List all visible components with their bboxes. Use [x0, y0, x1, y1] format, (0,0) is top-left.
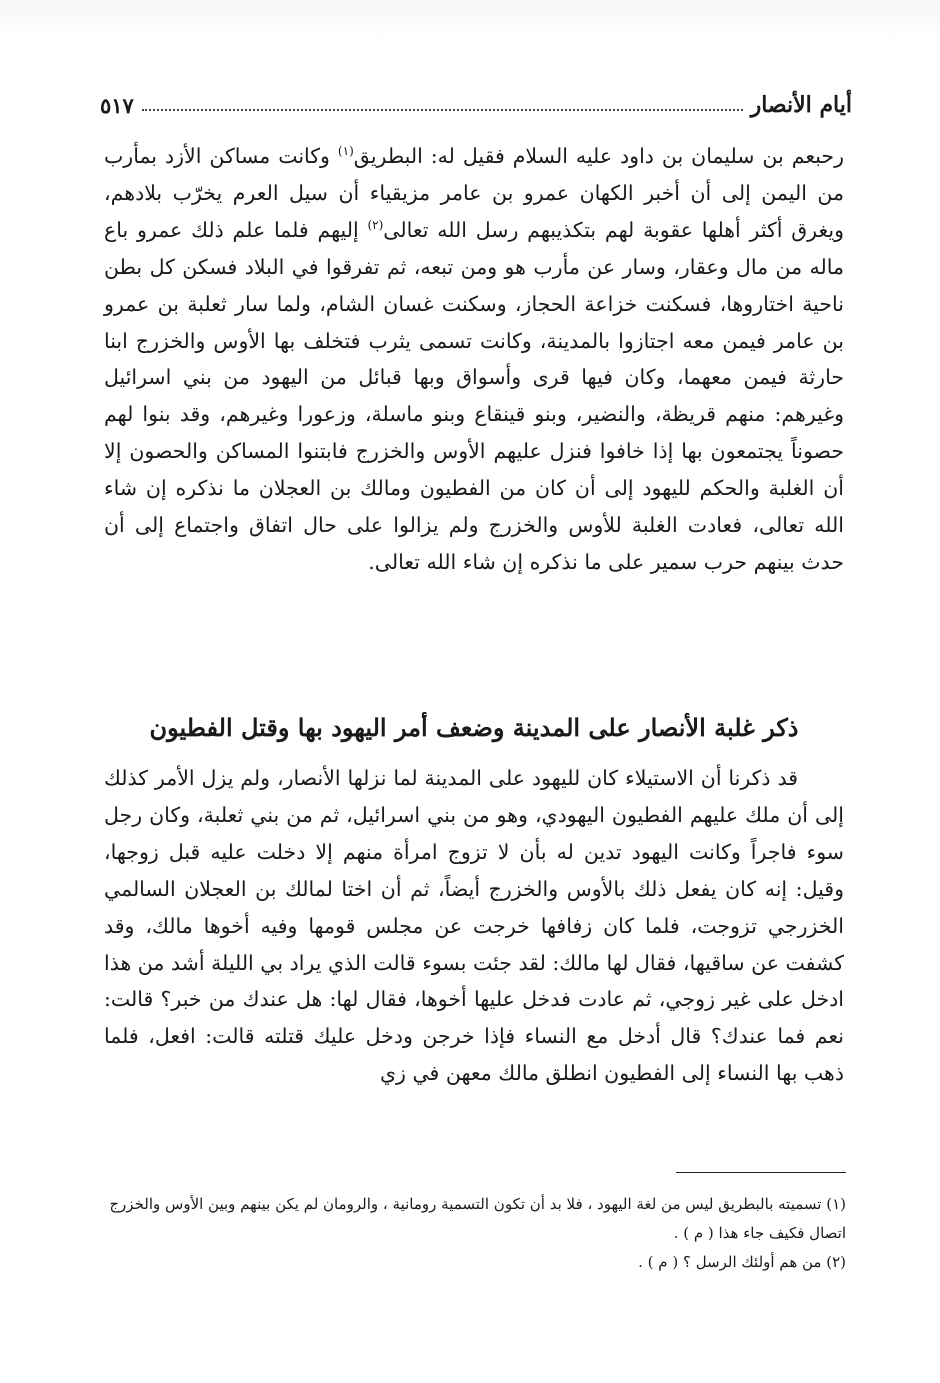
- paragraph-2: قد ذكرنا أن الاستيلاء كان لليهود على المدينة لما نزلها الأنصار، ولم يزل الأمر كذلك إلى أن ملك عليهم الفطيون اليهودي، وهو من بني اسرائيل، ثم من بني ثعلبة، وكان رجل سوء فاجراً وكانت اليهود تدين له بأن لا تزوج امرأة منهم إلا دخلت عليه قبل زوجها، وقيل: إنه كان يفعل ذلك بالأوس والخزرج أيضاً، ثم أن اختا لمالك بن العجلان السالمي الخزرجي تزوجت، فلما كان زفافها خرجت عن مجلس قومها وفيه أخوها مالك، وقد كشفت عن ساقيها، فقال لها مالك: لقد جئت بسوء قالت الذي يراد بي الليلة أشد من هذا ادخل على غير زوجي، ثم عادت فدخل عليها أخوها، فقال لها: هل عندك من خبر؟ قالت: نعم فما عندك؟ قال أدخل مع النساء فإذا خرجن ودخل عليك قتلته قالت: افعل، فلما ذهب بها النساء إلى الفطيون انطلق مالك معهن في زي: [104, 766, 844, 1086]
- section-heading: ذكر غلبة الأنصار على المدينة وضعف أمر اليهود بها وقتل الفطيون: [149, 713, 799, 742]
- paragraph-1: [104, 138, 844, 581]
- footnote-separator: [676, 1172, 846, 1173]
- paragraph-1-text-b: وكانت مساكن الأزد بمأرب من اليمن إلى أن أخبر الكهان عمرو بن عامر مزيقياء أن سيل العرم يخرّب بلادهم، ويغرق أكثر أهلها عقوبة لهم بتكذيبهم رسل الله تعالى: [104, 144, 844, 242]
- footnote-1: (١) تسميته بالبطريق ليس من لغة اليهود ، فلا بد أن تكون التسمية رومانية ، والرومان لم يكن بينهم وبين الأوس والخزرج اتصال فكيف جاء هذا ( م ) .: [109, 1195, 846, 1242]
- footnote-ref-1: (١): [337, 144, 354, 159]
- paragraph-1-text-a: رحبعم بن سليمان بن داود عليه السلام فقيل له: البطريق: [353, 144, 844, 168]
- page-number: ٥١٧: [100, 93, 134, 118]
- footnotes: [104, 1190, 846, 1277]
- header-dotted-leader: [142, 109, 743, 111]
- paragraph-1-text-c: إليهم فلما علم ذلك عمرو باع ماله من مال وعقار، وسار عن مأرب هو ومن تبعه، ثم تفرقوا في البلاد فسكن كل بطن ناحية اختاروها، فسكنت خزاعة الحجاز، وسكنت غسان الشام، ولما سار ثعلبة بن عمرو بن عامر فيمن معه اجتازوا بالمدينة، وكانت تسمى يثرب فتخلف بها الأوس والخزرج ابنا حارثة فيمن معهما، وكان فيها قرى وأسواق وبها قبائل من اليهود من بني اسرائيل وغيرهم: منهم قريظة، والنضير، وبنو قينقاع وبنو ماسلة، وزعورا وغيرهم، وقد بنوا لهم حصوناً يجتمعون بها إذا خافوا فنزل عليهم الأوس والخزرج فابتنوا المساكن والحصون إلا أن الغلبة والحكم لليهود إلى أن كان من الفطيون ومالك بن العجلان ما نذكره إن شاء الله تعالى، فعادت الغلبة للأوس والخزرج ولم يزالوا على حال اتفاق واجتماع إلى أن حدث بينهم حرب سمير على ما نذكره إن شاء الله تعالى.: [104, 217, 844, 574]
- chapter-title: أيام الأنصار: [750, 92, 852, 118]
- footnote-ref-2: (٢): [367, 217, 384, 232]
- running-header: [100, 78, 852, 118]
- scan-edge-shading: [0, 0, 940, 40]
- footnote-2: (٢) من هم أولئك الرسل ؟ ( م ) .: [638, 1253, 846, 1271]
